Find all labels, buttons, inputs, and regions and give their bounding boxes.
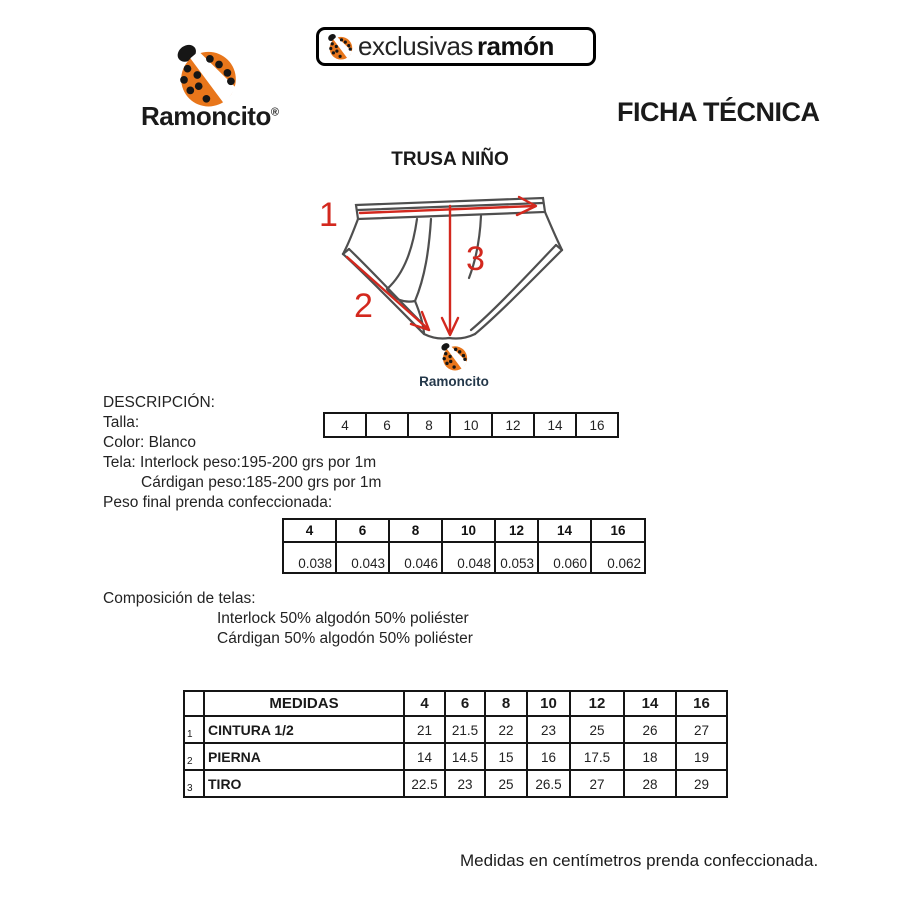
measure-cell: 21 [404, 716, 445, 743]
weight-cell: 0.043 [336, 542, 389, 573]
measure-cell: 16 [527, 743, 570, 770]
size-header: 12 [495, 519, 538, 542]
measure-cell: 21.5 [445, 716, 485, 743]
medidas-header: MEDIDAS [204, 691, 404, 716]
weight-cell: 0.038 [283, 542, 336, 573]
brand-name-text: Ramoncito [141, 101, 271, 131]
product-title: TRUSA NIÑO [391, 149, 509, 170]
ladybug-icon [440, 342, 467, 371]
ramoncito-ladybug-icon [168, 40, 242, 110]
size-header: 4 [283, 519, 336, 542]
size-cell: 14 [534, 413, 576, 437]
measure-arrow-3 [442, 206, 458, 335]
peso-final-line: Peso final prenda confeccionada: [103, 494, 333, 511]
measure-cell: 23 [527, 716, 570, 743]
size-cell: 10 [450, 413, 492, 437]
measure-cell: 22 [485, 716, 527, 743]
table-row [184, 691, 727, 716]
size-cell: 16 [576, 413, 618, 437]
size-header: 4 [404, 691, 445, 716]
measure-cell: 17.5 [570, 743, 624, 770]
row-number: 3 [184, 770, 204, 797]
talla-sizes-table [323, 412, 619, 438]
brand-name [141, 101, 278, 132]
weight-cell: 0.048 [442, 542, 495, 573]
diagram-caption: Ramoncito [419, 374, 489, 389]
measure-name: PIERNA [204, 743, 404, 770]
size-header: 14 [624, 691, 676, 716]
measure-cell: 15 [485, 743, 527, 770]
ladybug-icon [325, 32, 354, 61]
size-header: 6 [445, 691, 485, 716]
size-cell: 12 [492, 413, 534, 437]
row-number: 1 [184, 716, 204, 743]
measure-cell: 27 [676, 716, 727, 743]
exclusivas-ramon-logo [316, 27, 596, 66]
measure-cell: 25 [570, 716, 624, 743]
tela-line: Tela: Interlock peso:195-200 grs por 1m [103, 454, 377, 471]
measure-cell: 26 [624, 716, 676, 743]
measure-cell: 27 [570, 770, 624, 797]
measure-cell: 14 [404, 743, 445, 770]
composition-line: Interlock 50% algodón 50% poliéster [217, 610, 469, 627]
size-header: 10 [442, 519, 495, 542]
measure-cell: 22.5 [404, 770, 445, 797]
size-cell: 8 [408, 413, 450, 437]
briefs-outline [343, 198, 562, 339]
table-row [324, 413, 618, 437]
measure-cell: 29 [676, 770, 727, 797]
measure-cell: 25 [485, 770, 527, 797]
measure-cell: 23 [445, 770, 485, 797]
measure-name: CINTURA 1/2 [204, 716, 404, 743]
cardigan-line: Cárdigan peso:185-200 grs por 1m [141, 474, 382, 491]
weight-cell: 0.062 [591, 542, 645, 573]
measure-cell: 28 [624, 770, 676, 797]
briefs-diagram [310, 183, 600, 398]
size-header: 14 [538, 519, 591, 542]
measure-name: TIRO [204, 770, 404, 797]
size-cell: 4 [324, 413, 366, 437]
composition-heading: Composición de telas: [103, 590, 256, 607]
composition-block [103, 589, 473, 649]
footer-note: Medidas en centímetros prenda confeccionada. [460, 851, 819, 870]
measure-label-1: 1 [319, 196, 338, 234]
medidas-table [183, 690, 728, 798]
measure-cell: 14.5 [445, 743, 485, 770]
size-header: 16 [676, 691, 727, 716]
measure-cell: 18 [624, 743, 676, 770]
color-line: Color: Blanco [103, 434, 197, 451]
registered-mark: ® [270, 106, 279, 119]
size-header: 16 [591, 519, 645, 542]
size-cell: 6 [366, 413, 408, 437]
size-header: 12 [570, 691, 624, 716]
measure-cell: 19 [676, 743, 727, 770]
size-header: 6 [336, 519, 389, 542]
table-row [283, 519, 645, 542]
description-block [103, 393, 381, 513]
talla-label: Talla: [103, 414, 140, 431]
composition-line: Cárdigan 50% algodón 50% poliéster [217, 630, 473, 647]
logo-text-bold: ramón [476, 31, 554, 61]
table-row [283, 542, 645, 573]
size-header: 8 [389, 519, 442, 542]
size-header: 8 [485, 691, 527, 716]
measure-label-3: 3 [466, 240, 485, 278]
table-row [184, 716, 727, 743]
peso-table [282, 518, 646, 574]
corner-cell [184, 691, 204, 716]
page-title: FICHA TÉCNICA [617, 97, 820, 127]
size-header: 10 [527, 691, 570, 716]
description-heading: DESCRIPCIÓN: [103, 394, 215, 411]
logo-text-regular: exclusivas [358, 31, 473, 61]
weight-cell: 0.046 [389, 542, 442, 573]
table-row [184, 770, 727, 797]
measure-label-2: 2 [354, 287, 373, 325]
table-row [184, 743, 727, 770]
measure-cell: 26.5 [527, 770, 570, 797]
row-number: 2 [184, 743, 204, 770]
weight-cell: 0.060 [538, 542, 591, 573]
weight-cell: 0.053 [495, 542, 538, 573]
